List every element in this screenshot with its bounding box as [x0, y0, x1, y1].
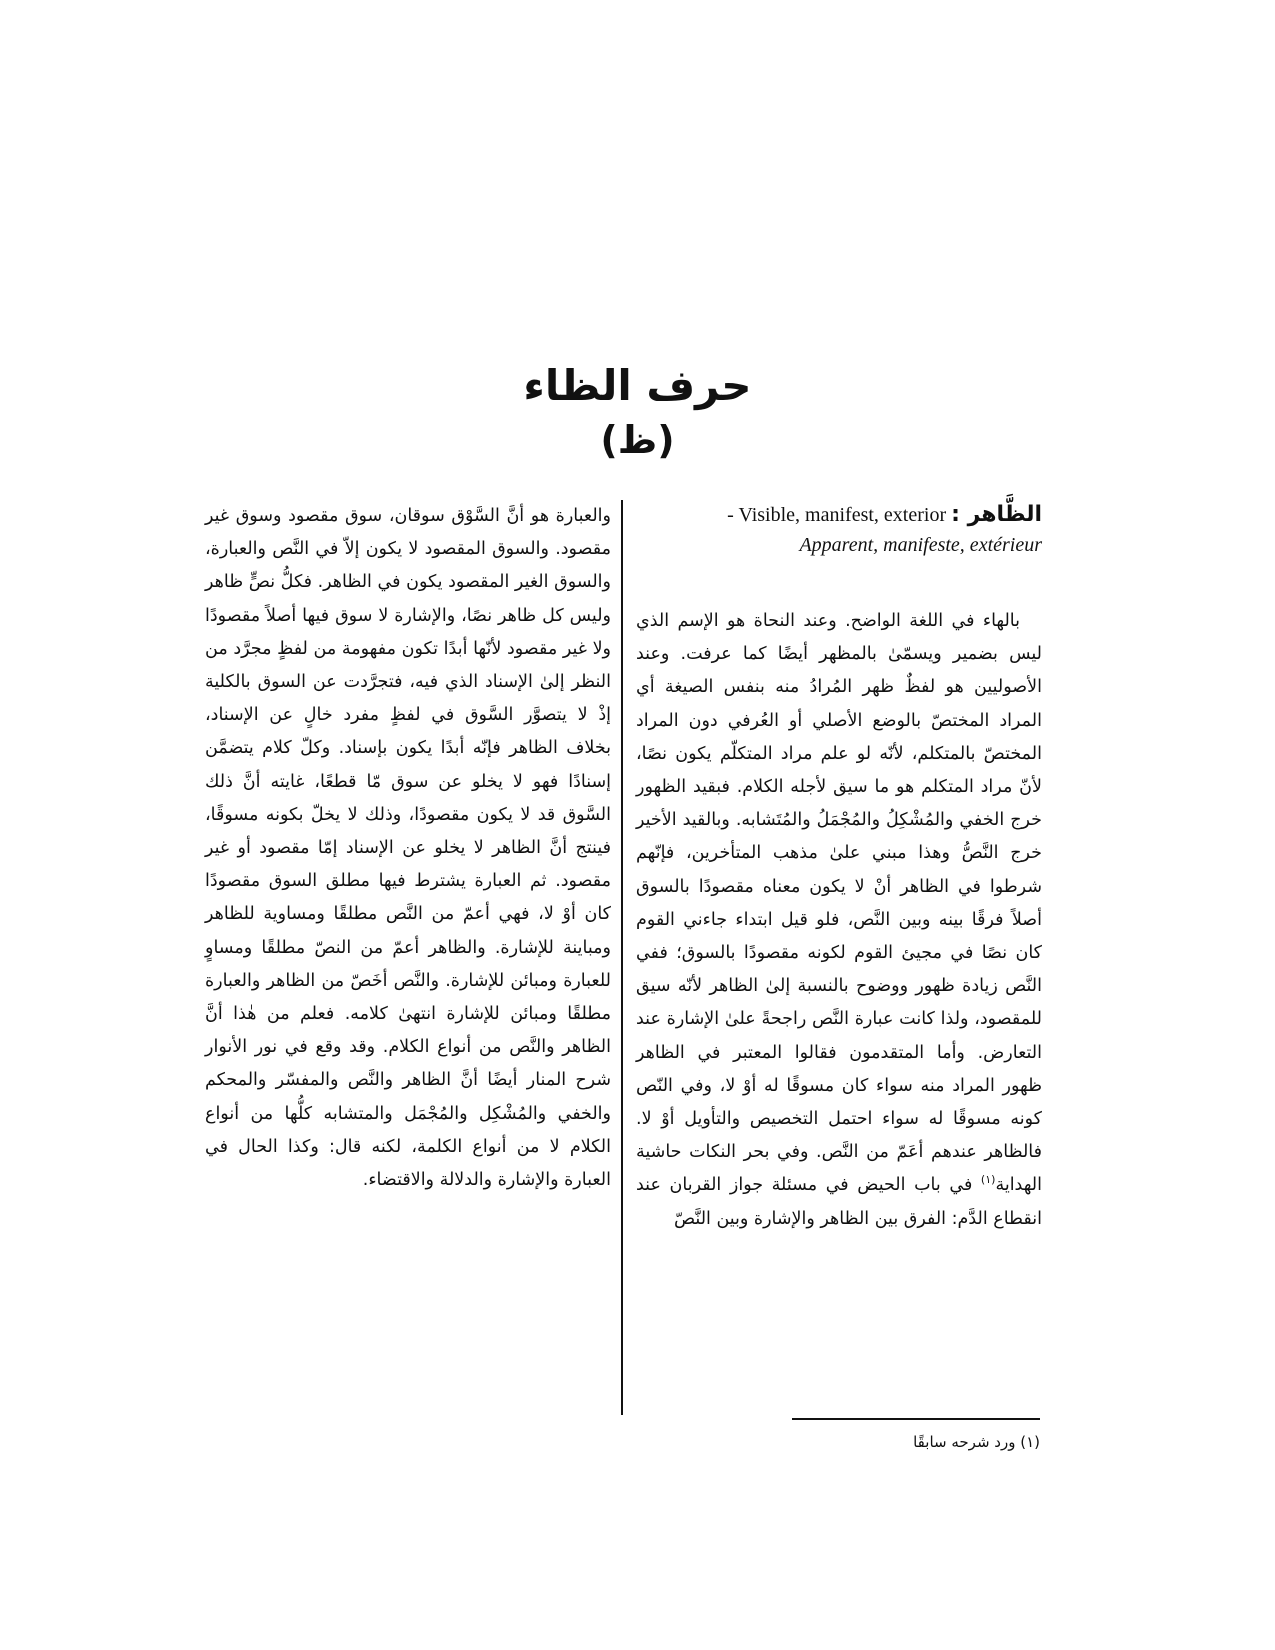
entry-text-part-2: في باب الحيض في مسئلة جواز القربان عند انقطاع الدَّم: الفرق بين الظاهر والإشارة وبين النَّصّ — [636, 1175, 1042, 1229]
footnote: (١) ورد شرحه سابقًا — [913, 1433, 1040, 1451]
entry-paragraph — [636, 605, 1042, 1236]
chapter-letter: (ظ) — [600, 417, 675, 462]
right-column-body — [636, 605, 1042, 1236]
entry-header — [636, 500, 1042, 560]
entry-french: Apparent, manifeste, extérieur — [799, 534, 1042, 556]
column-divider — [621, 500, 623, 1415]
continuation-paragraph: والعبارة هو أنَّ السَّوْق سوقان، سوق مقصود وسوق غير مقصود. والسوق المقصود لا يكون إلاّ في النَّص والعبارة، والسوق الغير المقصود يكون في الظاهر. فكلُّ نصٍّ ظاهر وليس كل ظاهر نصًا، والإشارة لا سوق فيها أصلاً مقصودًا ولا غير مقصود لأنّها أبدًا تكون مفهومة من لفظٍ مجرَّد من النظر إلىٰ الإسناد الذي فيه، فتجرَّدت عن السوق بالكلية إذْ لا يتصوَّر السَّوق في لفظٍ مفرد خالٍ عن الإسناد، بخلاف الظاهر فإنّه أبدًا يكون بإسناد. وكلّ كلام يتضمَّن إسنادًا فهو لا يخلو عن سوق مّا قطعًا، غايته أنَّ ذلك السَّوق قد لا يكون مقصودًا، وذلك لا يخلّ بكونه مسوقًا، فينتج أنَّ الظاهر لا يخلو عن الإسناد إمّا مقصود أو غير مقصود. ثم العبارة يشترط فيها مطلق السوق مقصودًا كان أوْ لا، فهي أعمّ من النَّص مطلقًا ومساوية للظاهر ومباينة للإشارة. والظاهر أعمّ من النصّ مطلقًا ومساوٍ للعبارة ومبائن للإشارة. والنَّص أخَصّ من الظاهر والعبارة مطلقًا ومبائن للإشارة انتهىٰ كلامه. فعلم من هٰذا أنَّ الظاهر والنَّص من أنواع الكلام. وقد وقع في نور الأنوار شرح المنار أيضًا أنَّ الظاهر والنَّص والمفسّر والمحكم والخفي والمُشْكِل والمُجْمَل والمتشابه كلُّها من أنواع الكلام لا من أنواع الكلمة، لكنه قال: وكذا الحال في العبارة والإشارة والدلالة والاقتضاء. — [205, 506, 611, 1191]
left-column — [205, 500, 611, 1197]
chapter-title: حرف الظاء — [523, 361, 752, 410]
chapter-heading — [0, 360, 1275, 466]
entry-title-line — [636, 500, 1042, 530]
footnote-rule — [792, 1418, 1040, 1420]
footnote-marker: (١) — [980, 1173, 996, 1187]
entry-english: - Visible, manifest, exterior — [727, 504, 947, 526]
entry-text-part-1: بالهاء في اللغة الواضح. وعند النحاة هو الإسم الذي ليس بضمير ويسمّىٰ بالمظهر أيضًا كما عرفت. وعند الأصوليين هو لفظٌ ظهر المُرادُ منه بنفس الصيغة أي المراد المختصّ بالوضع الأصلي أو العُرفي دون المراد المختصّ بالمتكلم، لأنّه لو علم مراد المتكلّم يكون نصًا، لأنّ مراد المتكلم هو ما سيق لأجله الكلام. فبقيد الظهور خرج الخفي والمُشْكِلُ والمُجْمَلُ والمُتَشابه. وبالقيد الأخير خرج النَّصُّ وهذا مبني علىٰ مذهب المتأخرين، فإنّهم شرطوا في الظاهر أنْ لا يكون معناه مقصودًا بالسوق أصلاً فرقًا بينه وبين النَّص، فلو قيل ابتداء جاءني القوم كان نصًا في مجيئ القوم لكونه مقصودًا بالسوق؛ ففي النَّص زيادة ظهور ووضوح بالنسبة إلىٰ الظاهر لأنّه سيق للمقصود، ولذا كانت عبارة النَّص راجحةً علىٰ الإشارة عند التعارض. وأما المتقدمون فقالوا المعتبر في الظاهر ظهور المراد منه سواء كان مسوقًا له أوْ لا، وفي النّص كونه مسوقًا له سواء احتمل التخصيص والتأويل أوْ لا. فالظاهر عندهم أعَمّ من النَّص. وفي بحر النكات حاشية الهداية — [636, 611, 1042, 1196]
right-column — [636, 500, 1042, 1236]
entry-headword: الظَّاهر : — [951, 502, 1042, 527]
